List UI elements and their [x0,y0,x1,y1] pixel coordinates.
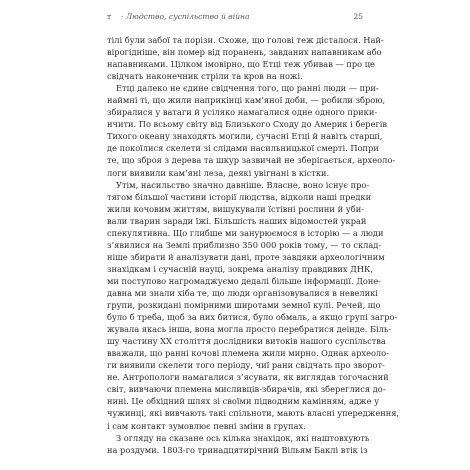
text-line: Етці далеко не єдине свідчення того, що ранні люди — при- [116,83,379,94]
text-line: ги виявили скелети того періоду, чиї рани свідчать про зворот- [107,360,385,371]
text-line: свідчать наконечник стріли та кров на ножі. [107,71,303,82]
text-line: і сам контакт зумовлює певні зміни в групах. [107,420,306,431]
text-line: було б треба, щоб за них битися, було обмаль, а якщо групі загро- [107,312,398,323]
text-line: логи виявили кам’яні леза, деякі увігнані в кістки. [107,167,330,178]
text-line: те, що зброя з дерева та шкур зазвичай не зберігається, археоло- [107,155,396,166]
text-line: вважали, що ранні кочові племена жили мирно. Однак археоло- [107,348,389,359]
text-line: жили кочовим життям, вишукували їстівні рослини й уби- [107,203,364,214]
text-line: ніше збирати й аналізувати дані, проте завдяки археологічним [107,251,385,262]
section-mark: т [107,12,112,21]
text-line: вали тварин заради їжі. Більшість наших відомостей украй [107,215,367,226]
running-title: · Людство, суспільство й війна [121,12,250,21]
text-line: Тихого океану знаходять могили, сучасні Етці й навіть старші, [107,131,383,142]
text-line: групи, розкидані помірними широтами земної кулі. Речей, що [107,300,381,311]
text-line: чужинці, які вивчають такі спільноти, мають власні упередження, [107,408,400,419]
text-line: з’явилися на Землі приблизно 350 000 років тому, — то склад- [107,239,382,250]
running-header [107,12,363,26]
text-line: нчити. По всьому світу від Близького Сходу до Америк і берегів [107,119,388,130]
text-line: збиралися у ватаги й усіляко намагалися одне одного прики- [107,107,378,118]
text-line: напавниками. Цілком імовірно, що Етці теж убивав — про це [107,59,375,70]
text-line: світ, вивчаючи племена мисливців-збирачів, які збереглися до- [107,384,386,395]
text-line: шу частину ХХ століття дослідники витоків нашого суспільства [107,336,386,347]
text-line: давна ми знали хіба те, що люди організовувалися в невеликі [107,287,378,298]
text-line: на роздуми. 1803-го тринадцятирічний Вільям Баклі втік із [107,444,368,455]
text-line: З огляду на сказане ось кілька знахідок, які наштовхують [116,432,370,443]
text-line: спекулятивна. Що глибше ми занурюємося в історію — а люди [107,227,384,238]
text-line: знахідкам і сучасній науці, зокрема аналізу правдивих ДНК, [107,263,374,274]
text-line: жувала якась інша, вона могла просто перебратися деінде. Біль- [107,324,392,335]
text-line: нині. Це обхідний шлях зі своїми підводним камінням, адже у [107,396,379,407]
page-number: 25 [353,12,363,21]
text-line: де покоїлися скелети зі слідами насильницької смерті. Попри [107,143,379,154]
body-text [107,34,400,456]
text-line: Утім, насильство значно давніше. Власне, воно існує про- [116,179,370,190]
text-line: наймні ті, що жили наприкінці кам’яної доби, — робили зброю, [107,95,386,106]
text-line: тілі були забої та порізи. Схоже, що голові теж дісталося. Най- [107,35,384,45]
text-line: не. Антропологи намагалися з’ясувати, як виглядав тогочасний [107,372,389,383]
text-line: тягом більшої частини історії людства, відколи наші предки [107,191,372,202]
text-line: вірогідніше, він помер від поранень, завданих напавникам або [107,47,382,58]
text-line: ми поступово нагромаджуємо дедалі більше інформації. Доне- [107,275,382,286]
